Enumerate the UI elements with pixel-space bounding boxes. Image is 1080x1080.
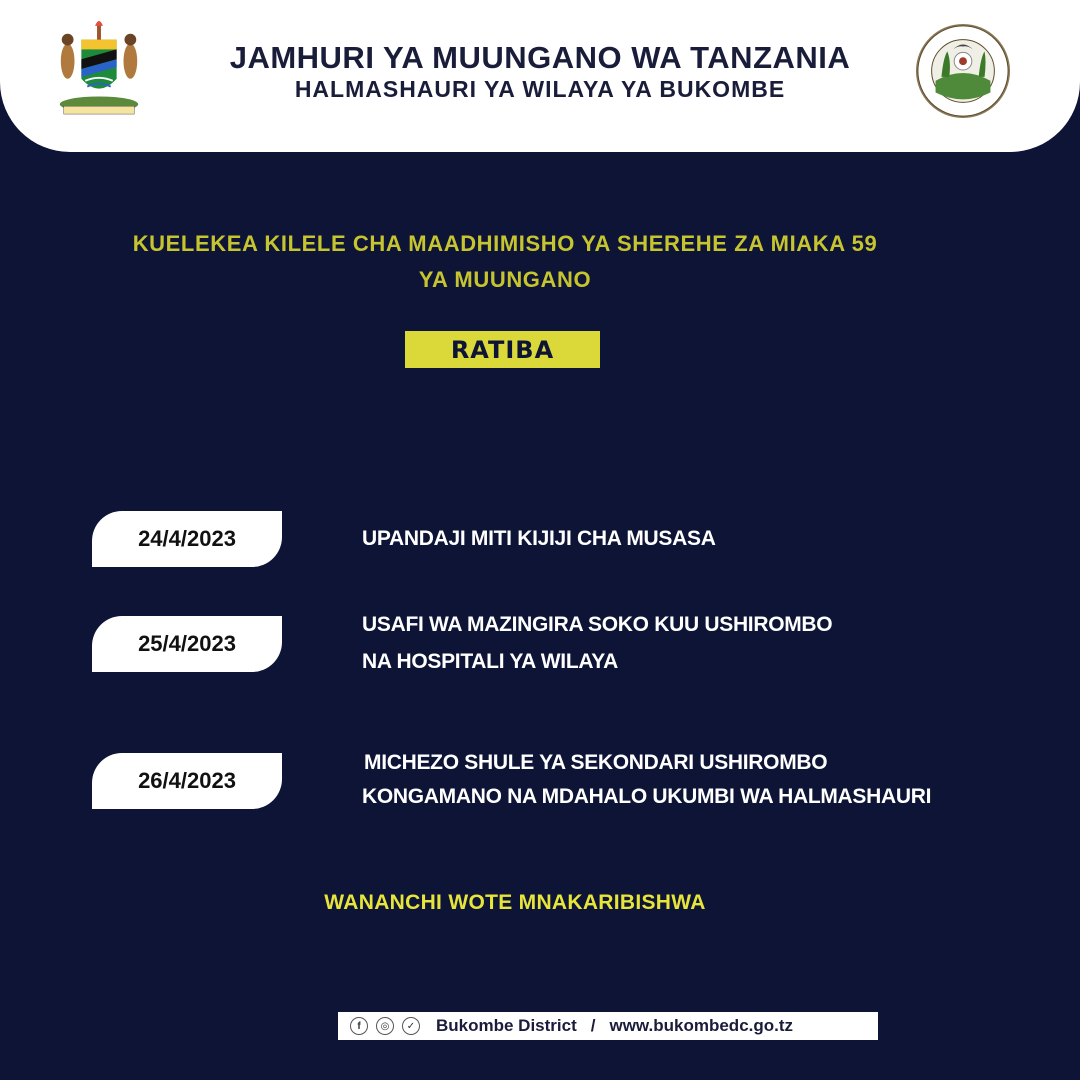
instagram-icon[interactable]: ◎: [376, 1017, 394, 1035]
header-subtitle: HALMASHAURI YA WILAYA YA BUKOMBE: [294, 76, 786, 102]
twitter-icon[interactable]: ✓: [402, 1017, 420, 1035]
footer-website-link[interactable]: www.bukombedc.go.tz: [609, 1016, 794, 1035]
footer-bar: [338, 1012, 878, 1040]
schedule-date-3: 26/4/2023: [92, 753, 282, 809]
schedule-event-2-line-1: USAFI WA MAZINGIRA SOKO KUU USHIROMBO: [362, 613, 833, 636]
schedule-event-2-line-2: NA HOSPITALI YA WILAYA: [362, 650, 618, 673]
schedule-event-3-line-1: MICHEZO SHULE YA SEKONDARI USHIROMBO: [364, 751, 828, 774]
coat-of-arms-icon: [50, 20, 148, 118]
schedule-event-1-line-1: UPANDAJI MITI KIJIJI CHA MUSASA: [362, 527, 716, 550]
footer-district-name: Bukombe District: [436, 1016, 577, 1035]
headline-line-2: YA MUUNGANO: [418, 267, 592, 292]
footer-separator: /: [590, 1016, 596, 1035]
welcome-message: WANANCHI WOTE MNAKARIBISHWA: [324, 891, 706, 914]
district-seal-icon: [914, 22, 1012, 120]
schedule-event-3-line-2: KONGAMANO NA MDAHALO UKUMBI WA HALMASHAURI: [362, 785, 932, 808]
facebook-icon[interactable]: f: [350, 1017, 368, 1035]
ratiba-badge: RATIBA: [405, 331, 600, 368]
header-banner: [0, 0, 1080, 152]
schedule-date-1: 24/4/2023: [92, 511, 282, 567]
headline-line-1: KUELEKEA KILELE CHA MAADHIMISHO YA SHEREHE ZA MIAKA 59: [132, 231, 878, 256]
headline: [60, 226, 950, 298]
header-title: JAMHURI YA MUUNGANO WA TANZANIA: [229, 40, 851, 75]
schedule-date-2: 25/4/2023: [92, 616, 282, 672]
